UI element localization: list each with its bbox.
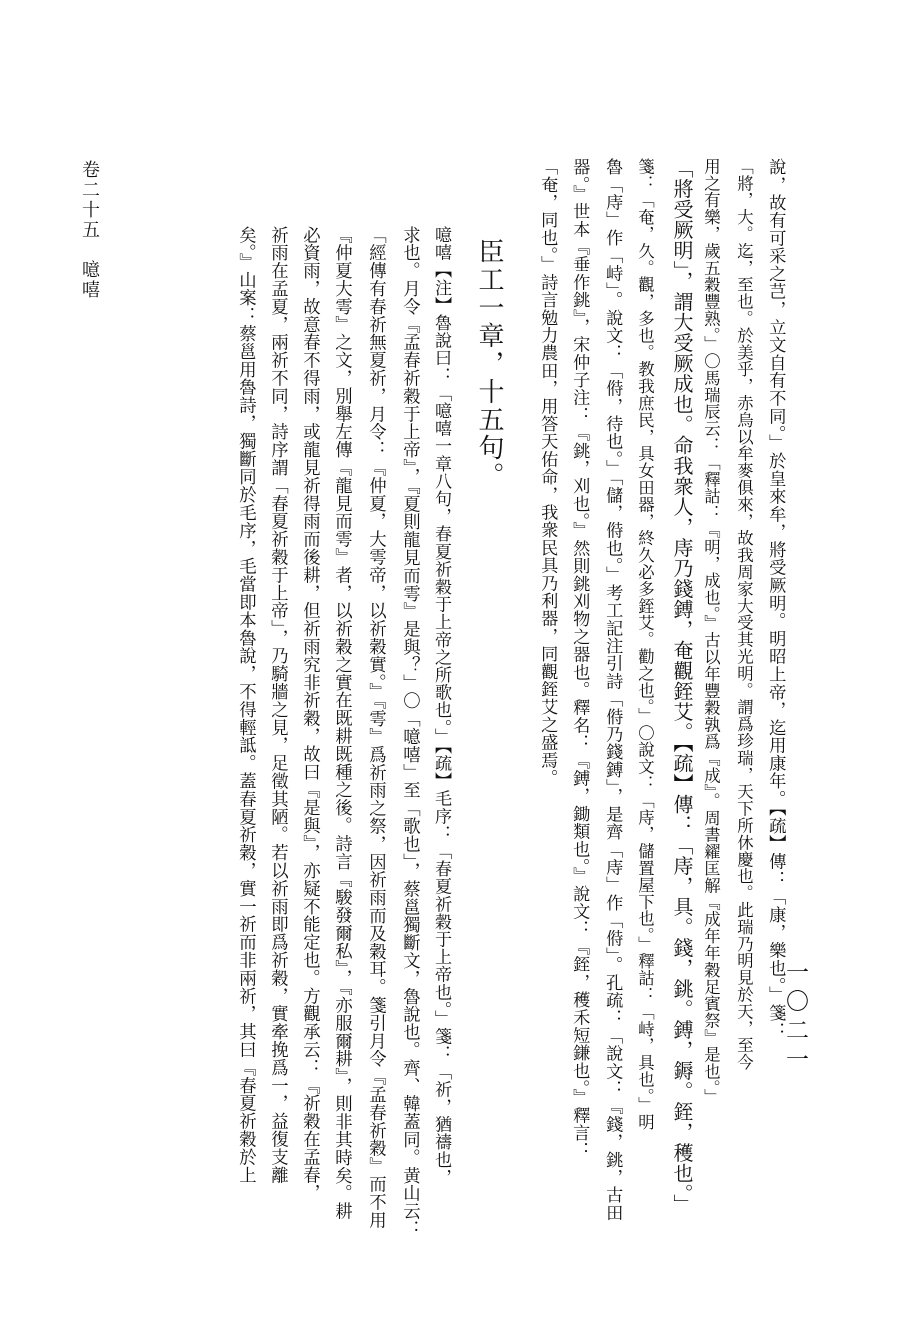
page-number: 一〇二一 [782,960,808,1076]
text-column: 噫嘻【注】魯說曰：「噫嘻一章八句，春夏祈穀于上帝之所歌也。」【疏】毛序：「春夏祈穀于上帝也。」箋：「祈，猶禱也， [431,226,452,1186]
section-heading: 臣工一章，十五句。 [474,238,504,490]
text-column: 「將，大。迄，至也。於美乎，赤烏以牟麥俱來，故我周家大受其光明。謂爲珍瑞，天下所休慶也。此瑞乃明見於天，至今 [734,158,754,1071]
text-column: 箋：「奄，久。觀，多也。教我庶民，具女田器，終久必多銍艾。勸之也。」〇說文：「庤，儲置屋下也。」釋詁：「峙，具也。」明 [635,158,655,1131]
text-column: 『仲夏大雩』之文，別舉左傳『龍見而雩』者，以祈穀之實在既耕既種之後。詩言『駿發爾私』，『亦服爾耕』，則非其時矣。耕 [331,226,352,1221]
text-column: 矣。』山案：蔡邕用魯詩，獨斷同於毛序，毛當即本魯說，不得輕詆。蓋春夏祈穀，實一祈而非兩祈，其曰『春夏祈穀於上 [235,226,256,1184]
text-column: 必資雨，故意春不得雨，或龍見祈得雨而後耕，但祈雨究非祈穀，故曰『是與』，亦疑不能定也。方觀承云：『祈穀在孟春， [299,226,320,1202]
text-column: 魯「庤」作「峙」。說文：「偫，待也。」「儲，偫也。」考工記注引詩「偫乃錢鎛」，是齊「庤」作「偫」。孔疏：「說文：『錢，銚，古田 [602,158,623,1222]
text-column: 求也。月令『孟春祈穀于上帝』，『夏則龍見而雩』是與？」〇「噫嘻」至「歌也」，蔡邕獨斷文，魯說也。齊、韓蓋同。黄山云： [399,226,420,1239]
text-column: 「經傳有春祈無夏祈，月令：『仲夏，大雩帝，以祈穀實。』『雩』爲祈雨之祭，因祈雨而及穀耳。箋引月令『孟春祈穀』而不用 [365,226,386,1229]
text-column: 「奄，同也。」詩言勉力農田，用答天佑命，我衆民具乃利器，同觀銍艾之盛焉。 [537,158,558,787]
text-column: 用之有樂，歲五穀豐熟。」〇馬瑞辰云：「釋詁：『明，成也。』古以年豐穀孰爲『成』。周書糴匡解『成年年穀足賓祭』是也。」 [701,158,721,1106]
text-column: 「將受厥明」，謂大受厥成也。命我衆人，庤乃錢鎛，奄觀銍艾。【疏】傳：「庤，具。錢，銚。鎛，鎒。銍，穫也。」 [670,158,694,1215]
running-head: 卷二十五 噫嘻 [79,160,100,300]
text-column: 祈雨在孟夏，兩祈不同，詩序謂「春夏祈穀于上帝」，乃騎牆之見，足徵其陋。若以祈雨即爲祈穀，實牽挽爲一，益復支離 [267,226,288,1184]
text-column: 說，故有可采之芑，立文自有不同。」於皇來牟，將受厥明。明昭上帝，迄用康年。【疏】傳：「康，樂也。」箋： [765,158,786,1040]
text-column: 器。』世本『垂作銚』，宋仲子注：『銚，刈也。』然則銚刈物之器也。釋名：『鎛，鋤類也。』說文：『銍，穫禾短鎌也。』釋言： [569,158,590,1160]
